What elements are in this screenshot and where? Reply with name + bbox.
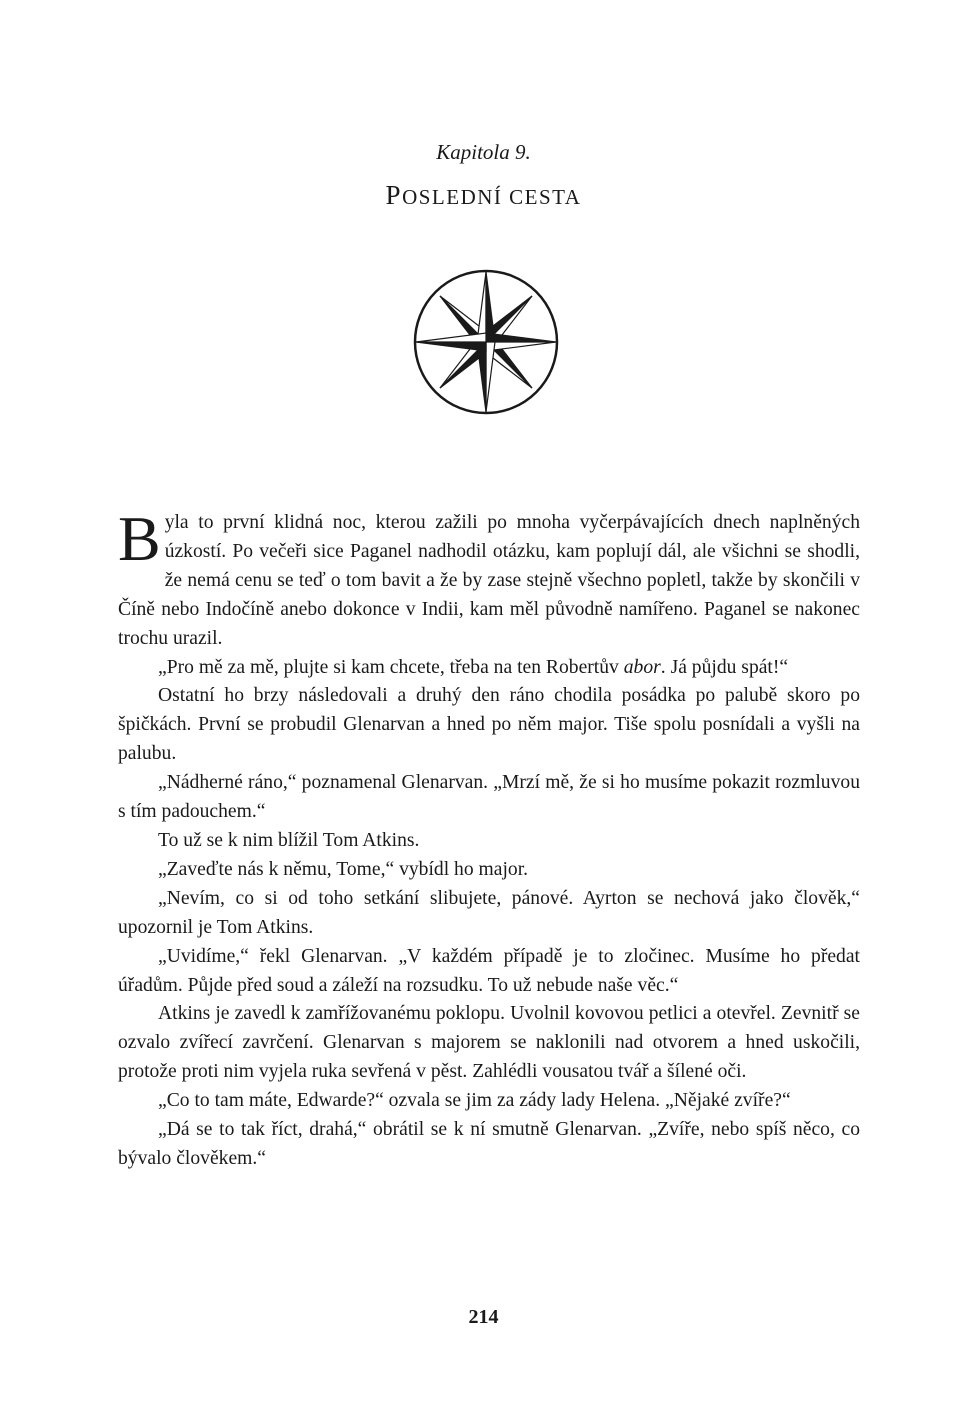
paragraph-text: . Já půjdu spát!“ [660, 656, 789, 678]
paragraph-text: „Pro mě za mě, plujte si kam chcete, třeba na ten Robertův [158, 656, 624, 678]
paragraph-text: yla to první klidná noc, kterou zažili po mnoha vyčerpávajících dnech naplněných úzkostí. Po večeři sice Paganel nadhodil otázku, kam poplují dál, ale všichni se shodli, že nemá cenu se teď o tom bavit a že by zase stejně všechno popletl, takže by skončili v Číně nebo Indočíně anebo dokonce v Indii, kam měl původně namířeno. Paganel se nakonec trochu urazil. [118, 512, 860, 649]
body-text [118, 503, 860, 1174]
paragraph: Ostatní ho brzy následovali a druhý den ráno chodila posádka po palubě skoro po špičkách. První se probudil Glenarvan a hned po něm major. Tiše spolu posnídali a vyšli na palubu. [118, 685, 860, 765]
paragraph: „Uvidíme,“ řekl Glenarvan. „V každém případě je to zločinec. Musíme ho předat úřadům. Půjde před soud a záleží na rozsudku. To už nebude naše věc.“ [118, 945, 860, 996]
paragraph: To už se k nim blížil Tom Atkins. [158, 829, 420, 851]
paragraph: „Dá se to tak říct, drahá,“ obrátil se k ní smutně Glenarvan. „Zvíře, nebo spíš něco, co bývalo člověkem.“ [118, 1119, 860, 1169]
chapter-title [0, 180, 967, 211]
paragraph: „Nádherné ráno,“ poznamenal Glenarvan. „Mrzí mě, že si ho musíme pokazit rozmluvou s tím padouchem.“ [118, 772, 860, 823]
paragraph [118, 654, 860, 683]
paragraph: „Nevím, co si od toho setkání slibujete, pánové. Ayrton se nechová jako člověk,“ upozornil je Tom Atkins. [118, 887, 860, 938]
paragraph: „Zaveďte nás k němu, Tome,“ vybídl ho major. [158, 858, 529, 880]
chapter-label: Kapitola 9. [436, 140, 531, 164]
chapter-title-initial: P [385, 180, 403, 210]
paragraph [118, 503, 860, 654]
italic-word: abor [623, 656, 661, 678]
chapter-title-rest: OSLEDNÍ CESTA [402, 185, 582, 209]
paragraph: Atkins je zavedl k zamřížovanému poklopu. Uvolnil kovovou petlici a otevřel. Zevnitř se ozvalo zvířecí zavrčení. Glenarvan s majorem se naklonili nad otvorem a hned uskočili, protože proti nim vyjela ruka sevřená v pěst. Zahlédli vousatou tvář a šílené oči. [118, 1003, 860, 1083]
compass-rose-icon [412, 268, 560, 416]
page-number: 214 [468, 1306, 499, 1328]
drop-cap: B [118, 503, 161, 574]
paragraph: „Co to tam máte, Edwarde?“ ozvala se jim za zády lady Helena. „Nějaké zvíře?“ [158, 1090, 791, 1112]
